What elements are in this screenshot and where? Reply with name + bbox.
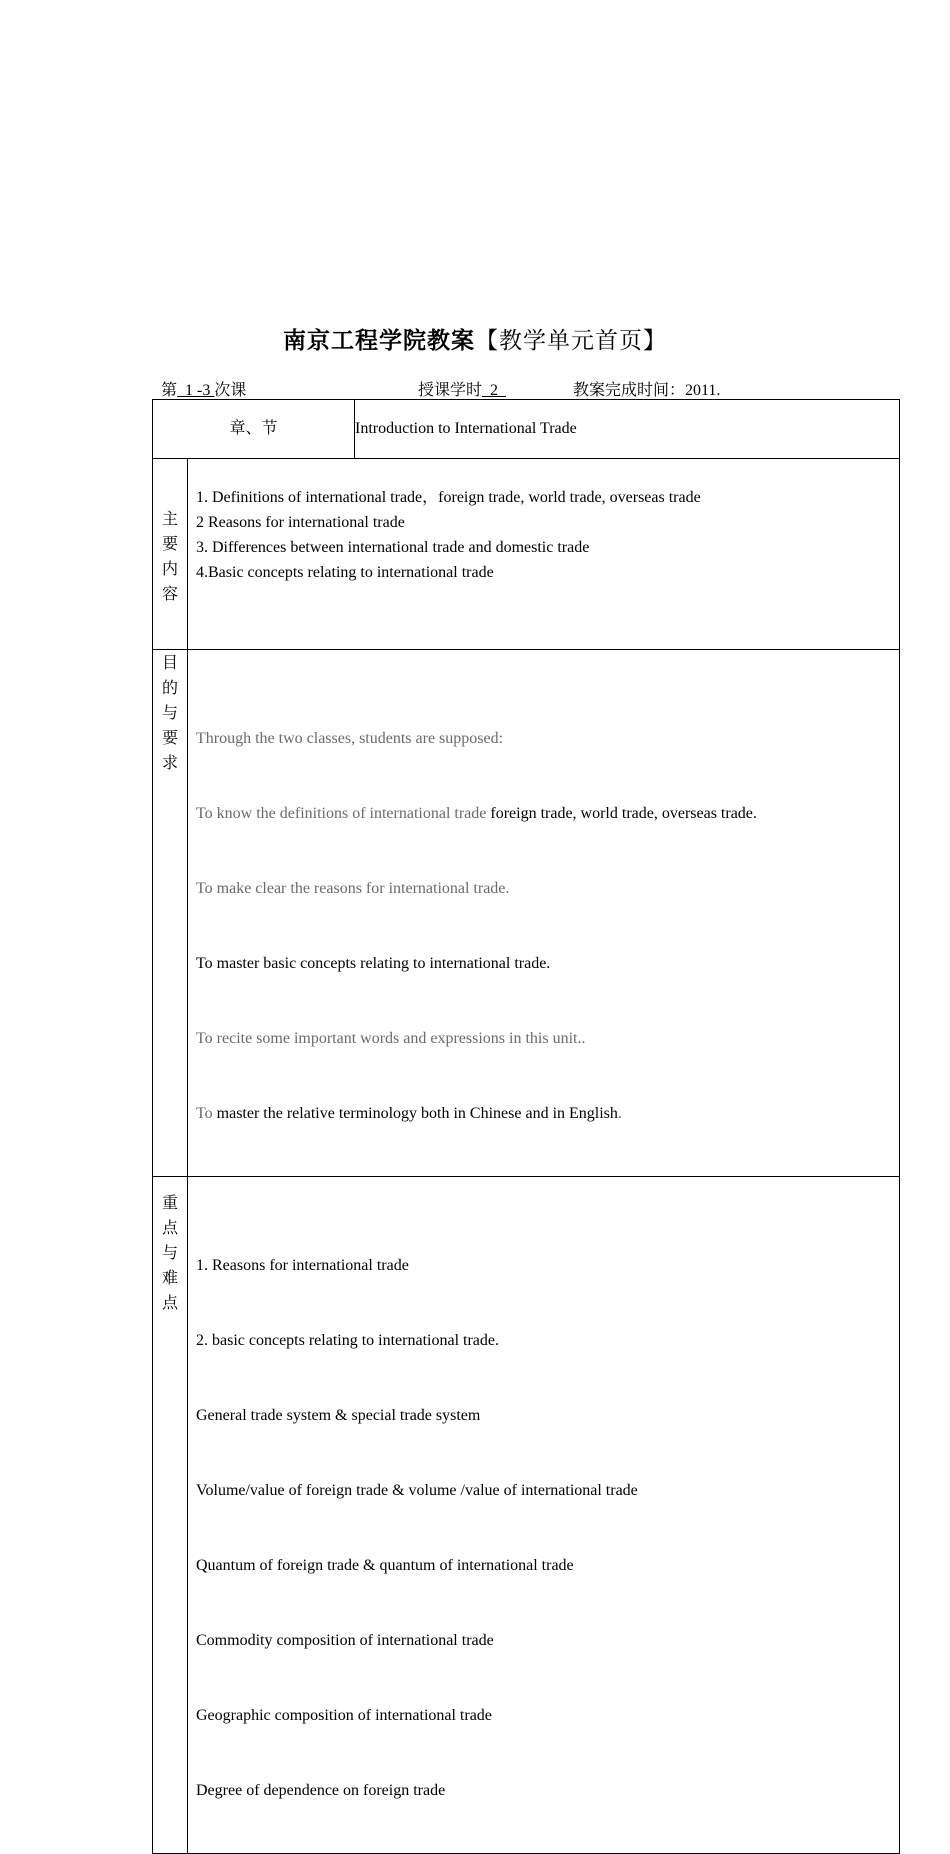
keypoints-cell bbox=[188, 1177, 900, 1854]
label-char: 主 bbox=[161, 511, 178, 528]
content-item: 1. Definitions of international trade，foreign trade, world trade, overseas trade bbox=[196, 489, 701, 506]
objective-text: To bbox=[196, 1105, 217, 1122]
lesson-suffix: 次课 bbox=[214, 382, 247, 399]
page-title bbox=[0, 322, 950, 355]
label-char: 与 bbox=[161, 1245, 178, 1262]
teaching-hours bbox=[418, 377, 506, 400]
keypoint-item: 2. basic concepts relating to international trade. bbox=[196, 1332, 499, 1349]
objectives-row bbox=[153, 650, 900, 1177]
label-char: 目 bbox=[161, 655, 178, 672]
label-char: 要 bbox=[161, 730, 178, 747]
keypoint-item: General trade system & special trade system bbox=[196, 1407, 481, 1424]
hours-value: 2 bbox=[482, 382, 507, 399]
content-cell bbox=[188, 459, 900, 650]
keypoints-label bbox=[153, 1177, 188, 1854]
objective-text: foreign trade, world trade, overseas trade. bbox=[490, 805, 757, 822]
keypoint-item: Commodity composition of international trade bbox=[196, 1632, 494, 1649]
objectives-label bbox=[153, 650, 188, 1177]
content-item: 2 Reasons for international trade bbox=[196, 514, 405, 531]
label-char: 难 bbox=[161, 1270, 178, 1287]
objective-item: To make clear the reasons for international trade. bbox=[196, 880, 510, 897]
content-row bbox=[153, 459, 900, 650]
objective-text: To know the definitions of international trade bbox=[196, 805, 491, 822]
label-char: 与 bbox=[161, 705, 178, 722]
keypoint-item: Volume/value of foreign trade & volume /value of international trade bbox=[196, 1482, 638, 1499]
content-item: 4.Basic concepts relating to international trade bbox=[196, 564, 494, 581]
objective-item bbox=[196, 1101, 899, 1126]
page-title-bracket: 【教学单元首页】 bbox=[475, 328, 667, 354]
page-title-main: 南京工程学院教案 bbox=[283, 328, 475, 354]
keypoint-item: Degree of dependence on foreign trade bbox=[196, 1782, 446, 1799]
objective-item bbox=[196, 801, 899, 826]
keypoint-item: Quantum of foreign trade & quantum of international trade bbox=[196, 1557, 574, 1574]
lesson-prefix: 第 bbox=[161, 382, 178, 399]
keypoint-item: 1. Reasons for international trade bbox=[196, 1257, 409, 1274]
label-char: 容 bbox=[161, 586, 178, 603]
label-char: 内 bbox=[161, 561, 178, 578]
objective-text: . bbox=[617, 1105, 622, 1122]
lesson-number bbox=[161, 377, 246, 400]
objective-item: To master basic concepts relating to international trade. bbox=[196, 955, 551, 972]
label-char: 点 bbox=[161, 1295, 178, 1312]
label-char: 重 bbox=[161, 1195, 178, 1212]
label-char: 的 bbox=[161, 680, 178, 697]
objective-text: master the relative terminology both in Chinese and in English bbox=[216, 1105, 618, 1122]
keypoints-row bbox=[153, 1177, 900, 1854]
chapter-row bbox=[153, 400, 900, 459]
keypoint-item: Geographic composition of international trade bbox=[196, 1707, 492, 1724]
objectives-cell bbox=[188, 650, 900, 1177]
content-list bbox=[188, 459, 899, 585]
hours-label: 授课学时 bbox=[418, 382, 483, 399]
objective-intro: Through the two classes, students are supposed: bbox=[196, 730, 504, 747]
lesson-plan-table bbox=[152, 399, 900, 1854]
objective-item: To recite some important words and expressions in this unit.. bbox=[196, 1030, 586, 1047]
chapter-label: 章、节 bbox=[153, 400, 355, 459]
chapter-value: Introduction to International Trade bbox=[355, 400, 900, 459]
keypoints-list bbox=[188, 1177, 899, 1853]
content-item: 3. Differences between international trade and domestic trade bbox=[196, 539, 590, 556]
objectives-list bbox=[188, 650, 899, 1176]
label-char: 要 bbox=[161, 536, 178, 553]
completion-date: 教案完成时间：2011. bbox=[573, 382, 721, 399]
content-label bbox=[153, 459, 188, 650]
lesson-value: 1 -3 bbox=[177, 382, 215, 399]
label-char: 求 bbox=[161, 755, 178, 772]
label-char: 点 bbox=[161, 1220, 178, 1237]
